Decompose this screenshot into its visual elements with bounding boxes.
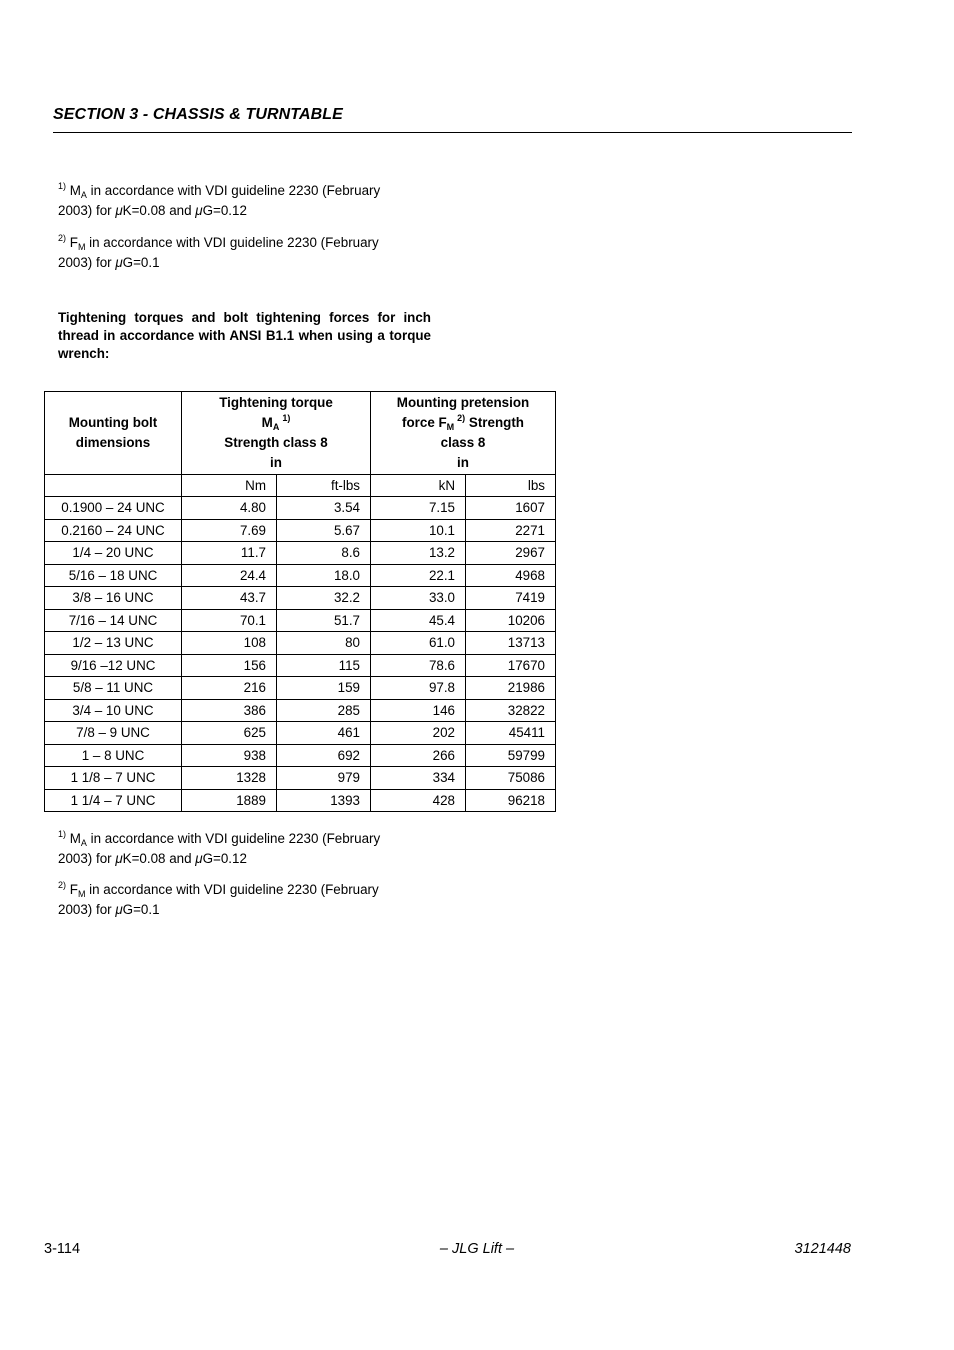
table-row: [45, 564, 556, 587]
cell-ftlbs: 979: [277, 767, 371, 790]
cell-kn: 13.2: [371, 542, 466, 565]
cell-lbs: 32822: [466, 699, 556, 722]
cell-lbs: 1607: [466, 497, 556, 520]
footnote-text: G=0.1: [122, 902, 160, 917]
cell-name: 9/16 –12 UNC: [45, 654, 182, 677]
cell-lbs: 7419: [466, 587, 556, 610]
cell-nm: 4.80: [182, 497, 277, 520]
cell-kn: 10.1: [371, 519, 466, 542]
footnote-mark: 1): [282, 413, 291, 423]
header-mounting-pretension: [371, 392, 556, 475]
cell-lbs: 2271: [466, 519, 556, 542]
header-line: force F: [402, 415, 447, 430]
footnote-text: 2003) for: [58, 203, 116, 218]
cell-kn: 266: [371, 744, 466, 767]
symbol: F: [69, 235, 78, 250]
cell-ftlbs: 18.0: [277, 564, 371, 587]
header-bolt-dimensions: [45, 392, 182, 475]
cell-kn: 146: [371, 699, 466, 722]
footnote-mark: 2): [58, 233, 67, 243]
cell-name: 1 1/4 – 7 UNC: [45, 789, 182, 812]
table-row: [45, 497, 556, 520]
torque-table: [44, 391, 556, 812]
symbol: F: [69, 882, 78, 897]
cell-ftlbs: 692: [277, 744, 371, 767]
cell-nm: 11.7: [182, 542, 277, 565]
cell-kn: 7.15: [371, 497, 466, 520]
cell-name: 7/16 – 14 UNC: [45, 609, 182, 632]
cell-kn: 202: [371, 722, 466, 745]
table-row: [45, 609, 556, 632]
cell-name: 0.2160 – 24 UNC: [45, 519, 182, 542]
cell-ftlbs: 3.54: [277, 497, 371, 520]
cell-lbs: 13713: [466, 632, 556, 655]
cell-ftlbs: 5.67: [277, 519, 371, 542]
cell-lbs: 45411: [466, 722, 556, 745]
header-line: Strength class 8: [224, 435, 328, 450]
footnote-mark: 2): [457, 413, 466, 423]
footnote-text: 2003) for: [58, 902, 116, 917]
cell-name: 1 – 8 UNC: [45, 744, 182, 767]
cell-lbs: 75086: [466, 767, 556, 790]
cell-lbs: 2967: [466, 542, 556, 565]
mu-symbol: μ: [115, 851, 123, 866]
cell-kn: 33.0: [371, 587, 466, 610]
footnote-text: K=0.08 and: [122, 851, 196, 866]
symbol: M: [261, 415, 273, 430]
symbol: M: [69, 831, 81, 846]
cell-lbs: 21986: [466, 677, 556, 700]
mu-symbol: μ: [115, 902, 123, 917]
footnote-text: in accordance with VDI guideline 2230 (February: [85, 882, 379, 897]
cell-lbs: 96218: [466, 789, 556, 812]
symbol-subscript: A: [80, 838, 87, 848]
cell-name: 1/4 – 20 UNC: [45, 542, 182, 565]
header-line: dimensions: [75, 435, 151, 450]
cell-nm: 386: [182, 699, 277, 722]
footnote-text: G=0.1: [122, 255, 160, 270]
units-row: [45, 475, 556, 497]
footer-brand: – JLG Lift –: [439, 1241, 515, 1257]
cell-nm: 156: [182, 654, 277, 677]
symbol-subscript: M: [77, 889, 86, 899]
cell-lbs: 59799: [466, 744, 556, 767]
cell-nm: 7.69: [182, 519, 277, 542]
footnote-text: 2003) for: [58, 851, 116, 866]
cell-nm: 625: [182, 722, 277, 745]
footnote-mark: 2): [58, 880, 67, 890]
cell-ftlbs: 8.6: [277, 542, 371, 565]
cell-kn: 61.0: [371, 632, 466, 655]
table-row: [45, 722, 556, 745]
mu-symbol: μ: [195, 851, 203, 866]
cell-lbs: 10206: [466, 609, 556, 632]
table-row: [45, 699, 556, 722]
cell-kn: 78.6: [371, 654, 466, 677]
table-row: [45, 632, 556, 655]
cell-kn: 334: [371, 767, 466, 790]
cell-name: 5/8 – 11 UNC: [45, 677, 182, 700]
footnote-text: K=0.08 and: [122, 203, 196, 218]
symbol-subscript: A: [272, 422, 280, 432]
cell-lbs: 17670: [466, 654, 556, 677]
header-line: Mounting pretension: [396, 395, 530, 410]
table-row: [45, 542, 556, 565]
table-row: [45, 789, 556, 812]
header-line: in: [457, 455, 469, 470]
cell-ftlbs: 285: [277, 699, 371, 722]
mu-symbol: μ: [115, 203, 123, 218]
table-row: [45, 677, 556, 700]
symbol-subscript: M: [446, 422, 455, 432]
symbol: M: [69, 183, 81, 198]
header-line: Tightening torque: [219, 395, 333, 410]
cell-ftlbs: 461: [277, 722, 371, 745]
table-row: [45, 587, 556, 610]
header-tightening-torque: [182, 392, 371, 475]
cell-ftlbs: 159: [277, 677, 371, 700]
cell-nm: 1328: [182, 767, 277, 790]
cell-name: 5/16 – 18 UNC: [45, 564, 182, 587]
cell-name: 3/8 – 16 UNC: [45, 587, 182, 610]
cell-nm: 108: [182, 632, 277, 655]
table-row: [45, 744, 556, 767]
mu-symbol: μ: [115, 255, 123, 270]
cell-nm: 24.4: [182, 564, 277, 587]
cell-kn: 22.1: [371, 564, 466, 587]
symbol-subscript: M: [77, 242, 86, 252]
footnote-2-bottom: [58, 880, 438, 920]
symbol-subscript: A: [80, 190, 87, 200]
table-row: [45, 654, 556, 677]
footnote-text: G=0.12: [202, 203, 247, 218]
cell-nm: 43.7: [182, 587, 277, 610]
footnote-1-top: [58, 181, 438, 221]
cell-ftlbs: 80: [277, 632, 371, 655]
document-number: 3121448: [794, 1241, 851, 1257]
header-line: Strength: [465, 415, 524, 430]
unit-nm: Nm: [182, 475, 277, 497]
section-title: SECTION 3 - CHASSIS & TURNTABLE: [53, 106, 343, 123]
cell-name: 7/8 – 9 UNC: [45, 722, 182, 745]
footnote-text: 2003) for: [58, 255, 116, 270]
footnote-2-top: [58, 233, 438, 273]
table-row: [45, 767, 556, 790]
cell-ftlbs: 32.2: [277, 587, 371, 610]
footnote-1-bottom: [58, 829, 438, 869]
table-intro: Tightening torques and bolt tightening forces for inch thread in accordance with ANSI B1.1 when using a torque wrench:: [58, 310, 431, 361]
footnote-text: in accordance with VDI guideline 2230 (February: [86, 831, 381, 846]
section-header: [53, 106, 852, 133]
cell-ftlbs: 1393: [277, 789, 371, 812]
cell-name: 3/4 – 10 UNC: [45, 699, 182, 722]
unit-lbs: lbs: [466, 475, 556, 497]
unit-cell-empty: [45, 475, 182, 497]
cell-ftlbs: 115: [277, 654, 371, 677]
cell-lbs: 4968: [466, 564, 556, 587]
cell-name: 1/2 – 13 UNC: [45, 632, 182, 655]
footnote-mark: 1): [58, 181, 67, 191]
footnote-mark: 1): [58, 829, 67, 839]
header-line: in: [270, 455, 282, 470]
cell-kn: 428: [371, 789, 466, 812]
cell-nm: 70.1: [182, 609, 277, 632]
cell-ftlbs: 51.7: [277, 609, 371, 632]
header-line: Mounting bolt: [68, 415, 158, 430]
cell-nm: 938: [182, 744, 277, 767]
unit-kn: kN: [371, 475, 466, 497]
cell-name: 1 1/8 – 7 UNC: [45, 767, 182, 790]
cell-nm: 216: [182, 677, 277, 700]
page-number: 3-114: [44, 1241, 81, 1257]
footnote-text: in accordance with VDI guideline 2230 (February: [85, 235, 379, 250]
footnote-text: in accordance with VDI guideline 2230 (February: [86, 183, 381, 198]
footnote-text: G=0.12: [202, 851, 247, 866]
table-row: [45, 519, 556, 542]
mu-symbol: μ: [195, 203, 203, 218]
header-line: class 8: [440, 435, 486, 450]
cell-name: 0.1900 – 24 UNC: [45, 497, 182, 520]
cell-kn: 45.4: [371, 609, 466, 632]
cell-nm: 1889: [182, 789, 277, 812]
unit-ftlbs: ft-lbs: [277, 475, 371, 497]
cell-kn: 97.8: [371, 677, 466, 700]
